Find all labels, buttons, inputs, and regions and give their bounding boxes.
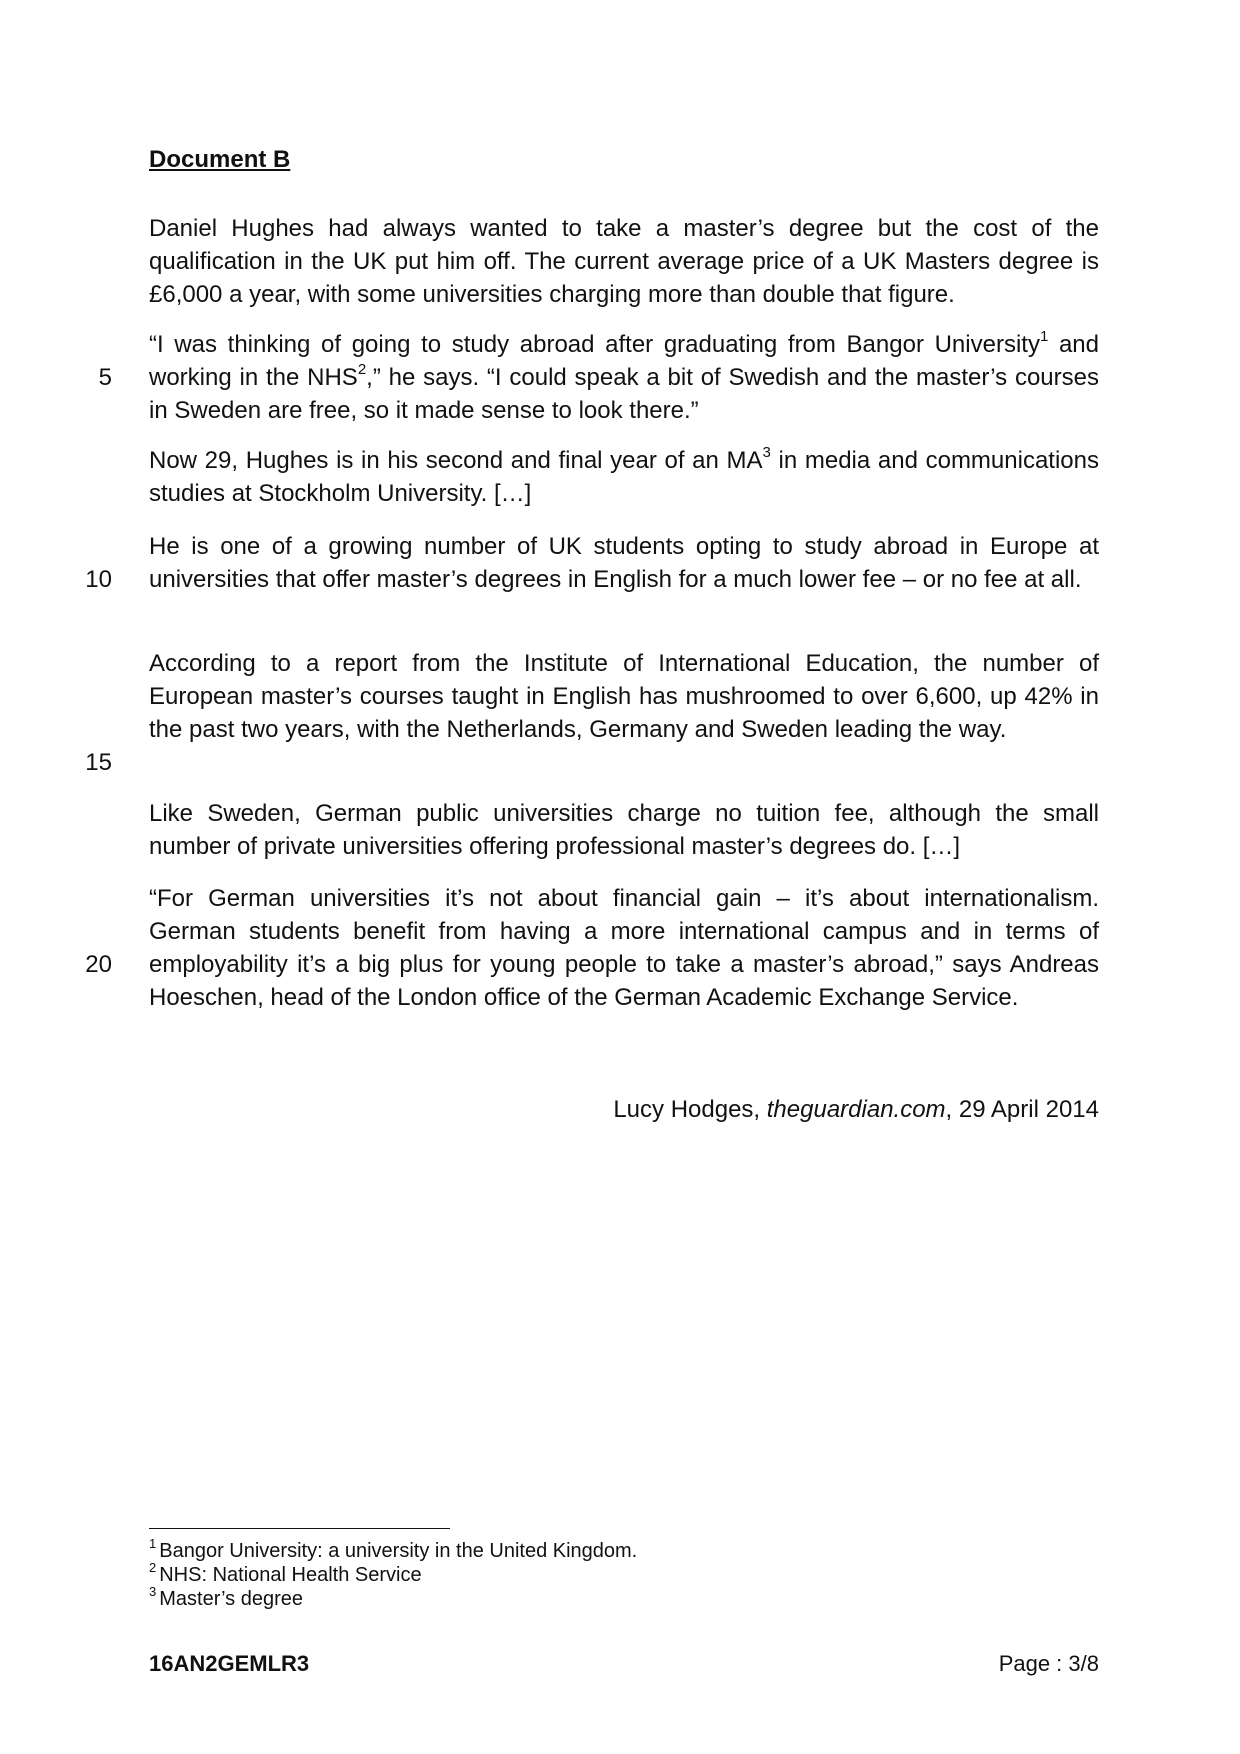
byline-source: theguardian.com [766,1096,946,1123]
footnote-1: $^1$ Bangor University: a university in the United Kingdom. [149,1536,638,1562]
footnote-ref-1: 1 [1039,328,1049,345]
footnote-3: $^3$ Master’s degree [149,1584,304,1610]
paragraph-3: Now 29, Hughes is in his second and final year of an $MA^3$ in media and communications studies at Stockholm University. […] [149,444,1099,507]
page-number: Page : 3/8 [998,1651,1099,1676]
line-number-15: 15 [85,749,112,776]
paragraph-5: According to a report from the Institute of International Education, the number of European master’s courses taught in English has mushroomed to over 6,600, up 42% in the past two years, with the Netherlands, Germany and Sweden leading the way. [149,650,1099,743]
footnote-2: $^2$ NHS: National Health Service [149,1560,422,1586]
line-number-20: 20 [85,951,112,978]
footnote-ref-2: 2 [357,361,367,378]
paragraph-6: Like Sweden, German public universities charge no tuition fee, although the small number of private universities offering professional master’s degrees do. […] [149,800,1099,860]
footnotes [149,1536,638,1611]
document-code: 16AN2GEMLR3 [149,1651,310,1676]
line-number-10: 10 [85,566,112,593]
byline [613,1093,1099,1126]
document-title: Document B [149,146,291,173]
footnote-divider [149,1528,450,1529]
paragraph-4: He is one of a growing number of UK students opting to study abroad in Europe at universities that offer master’s degrees in English for a much lower fee – or no fee at all. [149,533,1099,593]
byline-author: Lucy Hodges, [613,1096,761,1123]
byline-date: , 29 April 2014 [945,1096,1099,1123]
footnote-ref-3: 3 [762,444,771,461]
paragraph-1: Daniel Hughes had always wanted to take a master’s degree but the cost of the qualification in the UK put him off. The current average price of a UK Masters degree is £6,000 a year, with some universities charging more than double that figure. [149,215,1099,308]
paragraph-7: “For German universities it’s not about financial gain – it’s about internationalism. German students benefit from having a more international campus and in terms of employability it’s a big plus for young people to take a master’s abroad,” says Andreas Hoeschen, head of the London office of the German Academic Exchange Service. [149,885,1099,1011]
line-number-5: 5 [98,364,112,391]
paragraph-2: “I was thinking of going to study abroad after graduating from Bangor University$^1$ and working in the NHS$^2$,” he says. “I could speak a bit of Swedish and the master’s courses in Sweden are free, so it made sense to look there.” [149,328,1099,424]
